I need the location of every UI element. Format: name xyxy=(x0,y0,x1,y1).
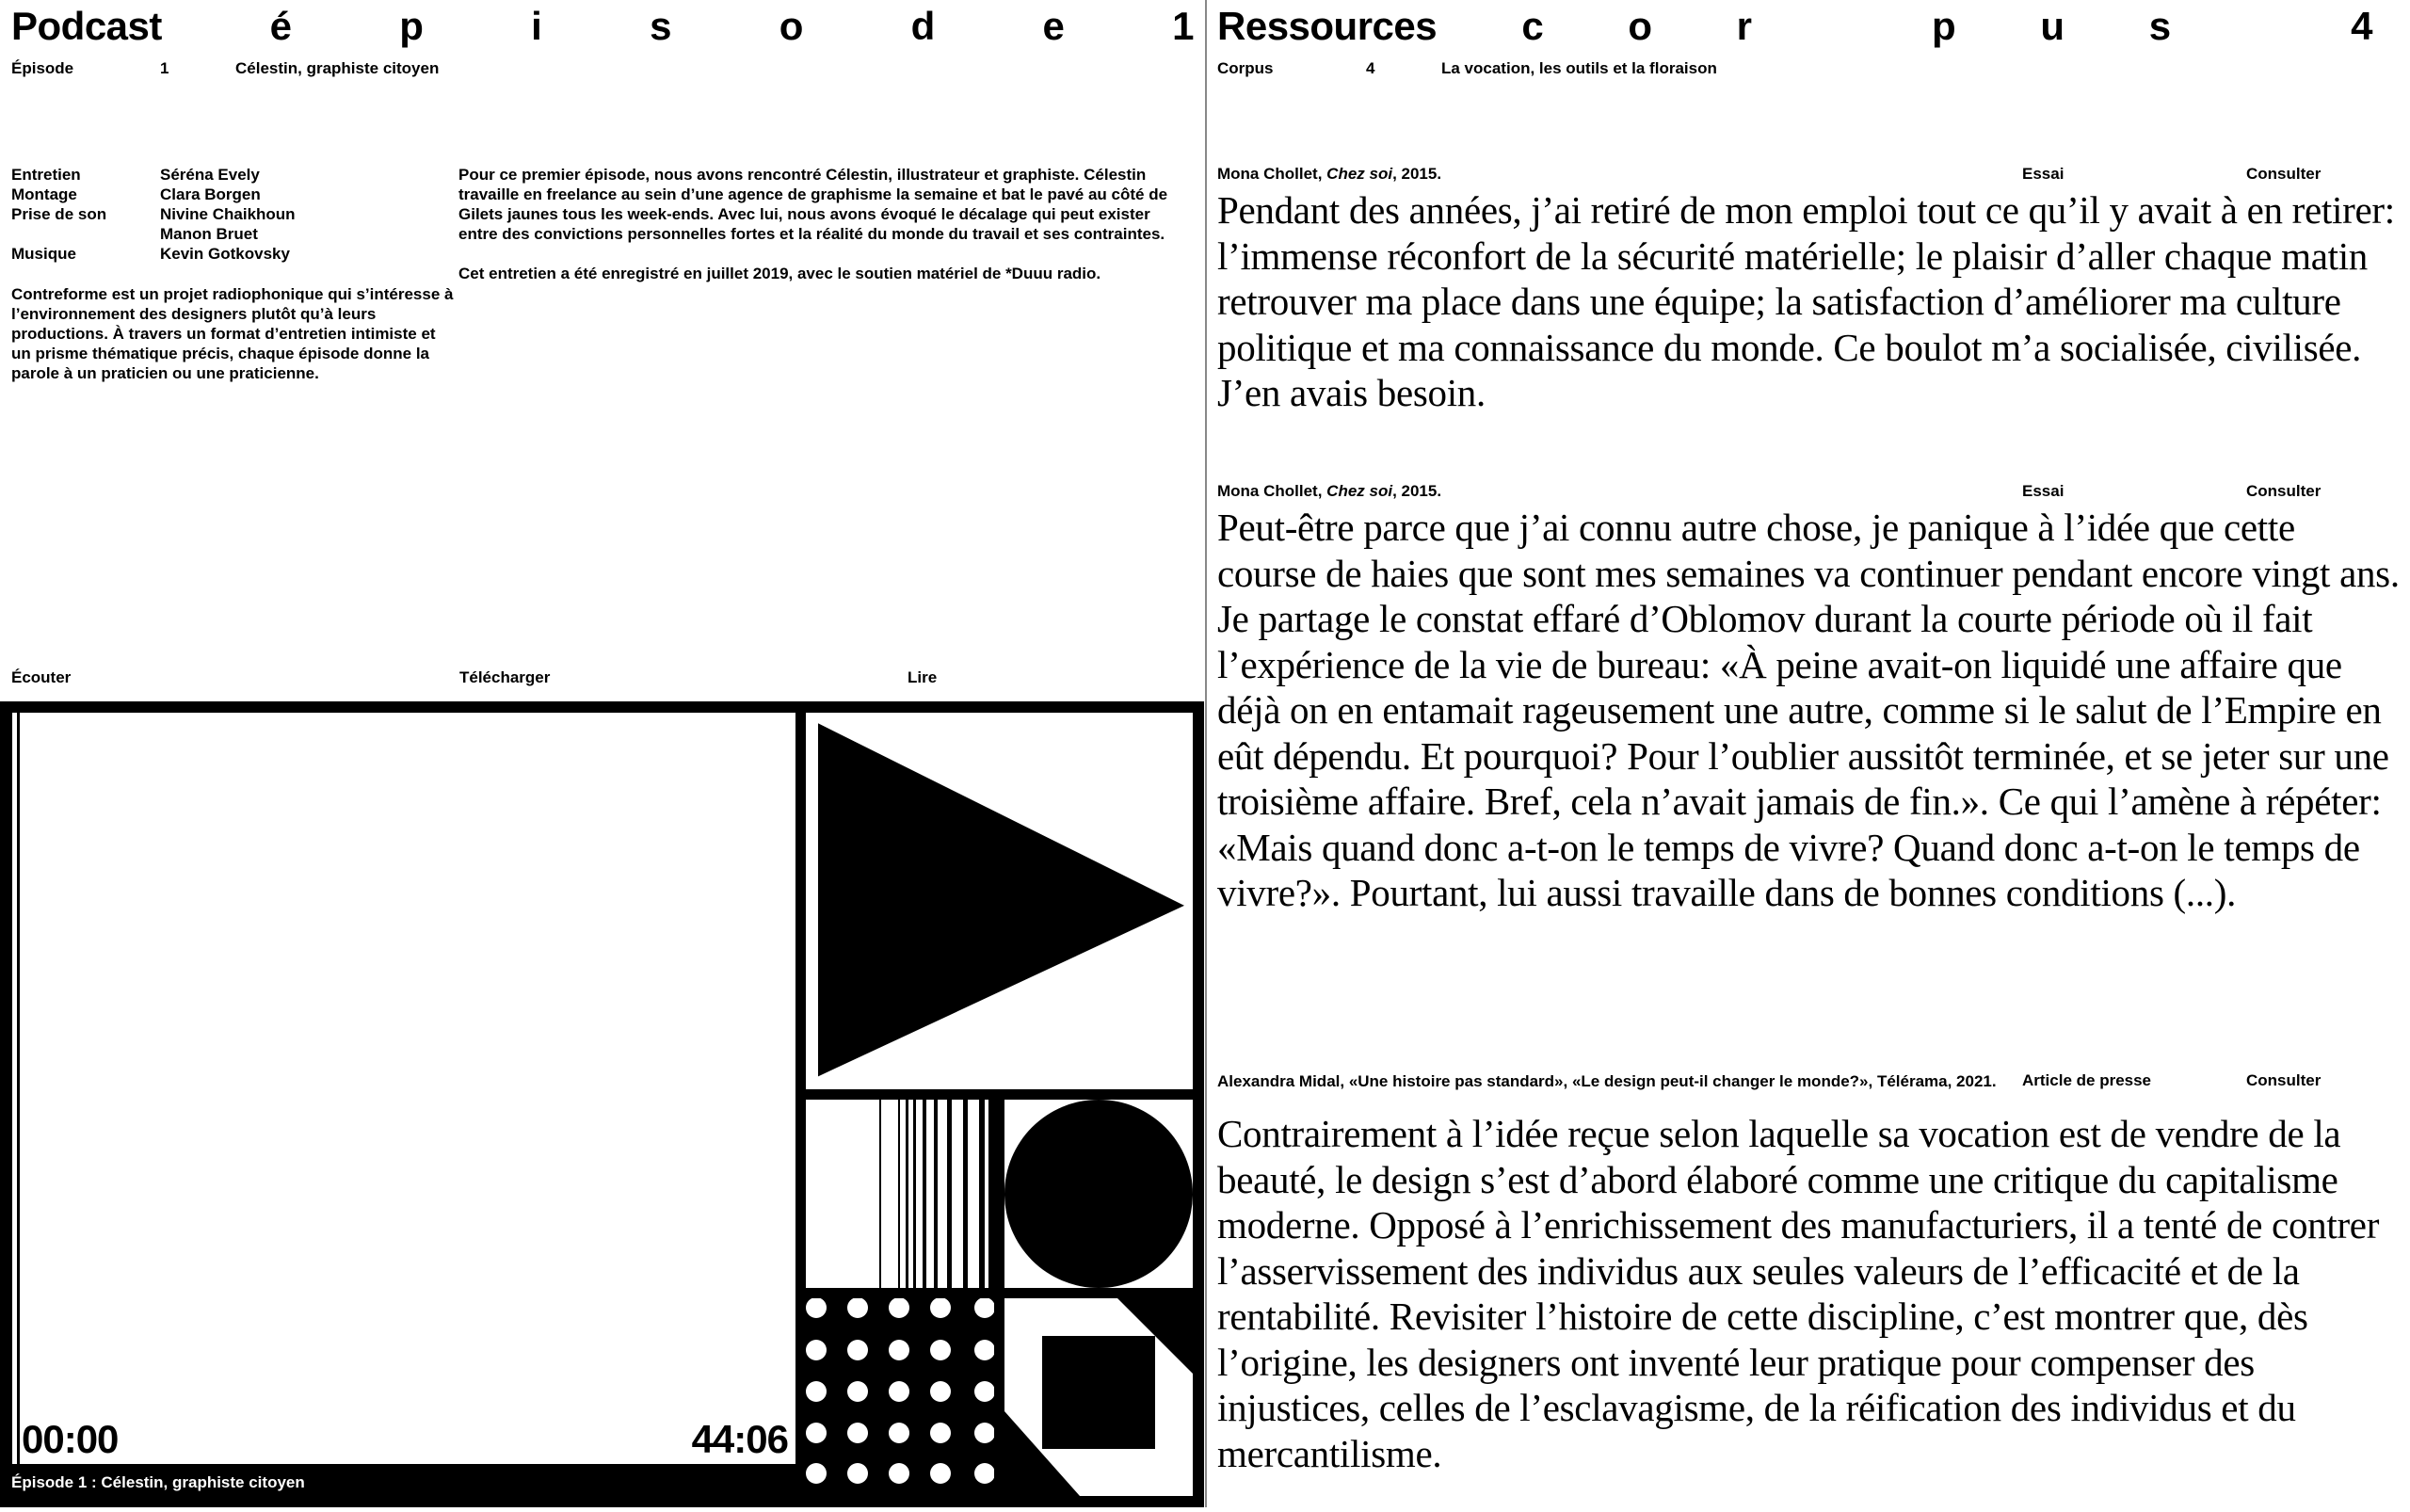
credit-name: Séréna Evely xyxy=(160,166,260,184)
duration: 44:06 xyxy=(691,1417,788,1461)
dot xyxy=(889,1381,909,1402)
podcast-title-word: Podcast xyxy=(11,4,162,48)
quote-card xyxy=(1217,1071,2402,1476)
play-icon xyxy=(806,713,1193,1089)
credit-row xyxy=(11,185,296,204)
source-work: Chez soi xyxy=(1326,165,1393,183)
quote-card xyxy=(1217,482,2402,916)
dot xyxy=(930,1298,951,1318)
podcast-pane xyxy=(0,0,1205,1507)
player-graphic xyxy=(801,713,1193,1507)
title-letter: e xyxy=(1042,4,1065,48)
source-author: Mona Chollet, xyxy=(1217,482,1327,500)
quote-source xyxy=(1217,165,1989,184)
dot xyxy=(847,1381,868,1402)
listen-link[interactable]: Écouter xyxy=(11,668,72,686)
dot xyxy=(930,1381,951,1402)
circle-pattern xyxy=(1004,1100,1193,1288)
podcast-title xyxy=(11,4,1194,53)
consult-link[interactable]: Consulter xyxy=(2246,1071,2322,1089)
title-letter: d xyxy=(910,4,935,48)
read-link[interactable]: Lire xyxy=(908,668,938,686)
quote-type: Article de presse xyxy=(2022,1071,2152,1089)
play-button[interactable] xyxy=(806,713,1193,1089)
square-pattern xyxy=(1004,1298,1193,1496)
credit-row xyxy=(11,244,296,264)
player-caption: Épisode 1 : Célestin, graphiste citoyen xyxy=(11,1473,305,1491)
quote-source xyxy=(1217,482,1989,501)
title-letter: o xyxy=(779,4,803,48)
player-seek-area[interactable] xyxy=(12,713,795,1464)
current-time: 00:00 xyxy=(22,1417,119,1461)
resources-title xyxy=(1217,4,2372,53)
description-paragraph: Pour ce premier épisode, nous avons rencontré Célestin, illustrateur et graphiste. Célestin travaille en freelance au sein d’une agence de graphisme la semaine et bat le pavé au côté de Gilets jaunes tous les week-ends. Avec lui, nous avons évoqué le décalage qui peut exister entre des convictions personnelles fortes et la réalité du monde du travail et ses contraintes. xyxy=(458,166,1168,243)
source-author: Mona Chollet, xyxy=(1217,165,1327,183)
quote-source: Alexandra Midal, «Une histoire pas standard», «Le design peut-il changer le monde?», Télérama, 2021. xyxy=(1217,1072,1997,1090)
audio-player xyxy=(0,701,1204,1507)
stripe xyxy=(923,1100,926,1288)
stripes-icon xyxy=(806,1100,994,1288)
source-year: , 2015. xyxy=(1392,165,1442,183)
title-letter: é xyxy=(269,4,292,48)
stripe xyxy=(947,1100,952,1288)
stripe xyxy=(988,1100,994,1288)
resources-pane xyxy=(1207,0,2410,1507)
dot xyxy=(974,1298,994,1318)
dot xyxy=(889,1463,909,1484)
credit-name: Nivine Chaikhoun xyxy=(160,205,296,223)
quote-type: Essai xyxy=(2022,482,2065,500)
stripe xyxy=(879,1100,881,1288)
title-letter: r xyxy=(1736,4,1752,48)
square-icon xyxy=(1004,1298,1193,1496)
title-letter: 4 xyxy=(2351,4,2372,48)
dots-pattern xyxy=(806,1298,994,1507)
credit-role xyxy=(11,224,160,244)
progress-indicator[interactable] xyxy=(17,713,20,1464)
dot xyxy=(806,1423,827,1443)
title-letter: i xyxy=(531,4,542,48)
stripes-pattern xyxy=(806,1100,994,1288)
corpus-title: La vocation, les outils et la floraison xyxy=(1441,59,1717,77)
episode-title: Célestin, graphiste citoyen xyxy=(235,59,440,77)
dot xyxy=(847,1298,868,1318)
title-letter: 1 xyxy=(1172,4,1194,48)
title-letter: u xyxy=(2040,4,2065,48)
stripe xyxy=(934,1100,938,1288)
credit-role: Entretien xyxy=(11,166,81,184)
quote-meta xyxy=(1217,1071,2402,1111)
source-year: , 2015. xyxy=(1392,482,1442,500)
quote-text: Contrairement à l’idée reçue selon laquelle sa vocation est de vendre de la beauté, le design s’est d’abord élaboré comme une critique du capitalisme moderne. Opposé à l’enrichissement des manufacturiers, il a tenté de contrer l’asservissement des individus aux seules valeurs de l’efficacité et de la rentabilité. Revisiter l’histoire de cette discipline, c’est montrer que, dès l’origine, les designers ont inventé leur pratique pour compenser des injustices, celles de l’esclavagisme, de la réification des individus et du mercantilisme. xyxy=(1217,1112,2380,1475)
title-letter: o xyxy=(1628,4,1652,48)
dot xyxy=(930,1340,951,1360)
title-letter: p xyxy=(399,4,424,48)
corpus-number: 4 xyxy=(1366,59,1375,77)
dot xyxy=(889,1423,909,1443)
dot xyxy=(806,1340,827,1360)
credits xyxy=(11,165,296,264)
title-letter: p xyxy=(1932,4,1956,48)
description-paragraph: Cet entretien a été enregistré en juillet 2019, avec le soutien matériel de *Duuu radio. xyxy=(458,265,1101,282)
title-letter: s xyxy=(650,4,671,48)
project-about: Contreforme est un projet radiophonique qui s’intéresse à l’environnement des designers plutôt qu’à leurs productions. À travers un format d’entretien intimiste et un prisme thématique précis, chaque épisode donne la parole à un praticien ou une praticienne. xyxy=(11,285,454,382)
dot xyxy=(974,1340,994,1360)
dot xyxy=(889,1298,909,1318)
dot xyxy=(806,1381,827,1402)
dot xyxy=(806,1298,827,1318)
dot xyxy=(847,1463,868,1484)
dots-icon xyxy=(806,1298,994,1507)
resources-title-word: Ressources xyxy=(1217,4,1438,48)
episode-subheader xyxy=(11,59,439,78)
dot xyxy=(930,1423,951,1443)
quote-type: Essai xyxy=(2022,165,2065,183)
episode-label: Épisode xyxy=(11,59,74,77)
title-letter xyxy=(2256,4,2266,49)
dot xyxy=(889,1340,909,1360)
credit-row xyxy=(11,204,296,224)
corpus-subheader xyxy=(1217,59,1717,78)
stripe xyxy=(963,1100,968,1288)
quote-meta xyxy=(1217,482,2402,501)
dot xyxy=(847,1340,868,1360)
title-letter xyxy=(1837,4,1847,49)
corpus-label: Corpus xyxy=(1217,59,1274,77)
credit-name: Clara Borgen xyxy=(160,185,261,203)
credit-role: Prise de son xyxy=(11,205,107,223)
credit-name: Kevin Gotkovsky xyxy=(160,245,290,263)
source-work: Chez soi xyxy=(1326,482,1393,500)
quote-text: Peut-être parce que j’ai connu autre chose, je panique à l’idée que cette course de haies que sont mes semaines va continuer pendant encore vingt ans. Je partage le constat effaré d’Oblomov durant la courte période où il fait l’expérience de la vie de bureau: «À peine avait-on liquidé une affaire que déjà on en entamait rageusement une autre, comme si le salut de l’Empire en eût dépendu. Et pourquoi? Pour l’oublier aussitôt terminée, et se jeter sur une troisième affaire. Bref, cela n’avait jamais de fin.». Ce qui l’amène à répéter: «Mais quand donc a-t-on le temps de vivre? Quand donc a-t-on le temps de vivre?». Pourtant, lui aussi travaille dans de bonnes conditions (...). xyxy=(1217,506,2400,914)
circle-icon xyxy=(1004,1100,1193,1288)
dot xyxy=(806,1463,827,1484)
consult-link[interactable]: Consulter xyxy=(2246,482,2322,500)
dot xyxy=(974,1423,994,1443)
episode-number: 1 xyxy=(160,59,169,77)
quote-card xyxy=(1217,165,2402,416)
credit-role: Montage xyxy=(11,185,77,203)
stripe xyxy=(979,1100,985,1288)
dot xyxy=(974,1381,994,1402)
download-link[interactable]: Télécharger xyxy=(459,668,551,686)
dot xyxy=(930,1463,951,1484)
dot xyxy=(847,1423,868,1443)
stripe xyxy=(906,1100,908,1288)
quote-text: Pendant des années, j’ai retiré de mon emploi tout ce qu’il y avait à en retirer: l’immense réconfort de la sécurité matérielle; le plaisir d’aller chaque matin retrouver ma place dans une équipe; la satisfaction d’améliorer ma culture politique et ma connaissance du monde. Ce boulot m’a socialisée, civilisée. J’en avais besoin. xyxy=(1217,188,2395,414)
credit-role: Musique xyxy=(11,245,76,263)
episode-description xyxy=(458,165,1174,303)
title-letter: c xyxy=(1521,4,1544,48)
stripe xyxy=(913,1100,916,1288)
credit-row xyxy=(11,224,296,244)
credit-name: Manon Bruet xyxy=(160,225,258,243)
stripe xyxy=(898,1100,900,1288)
credit-row xyxy=(11,165,296,185)
dot xyxy=(974,1463,994,1484)
consult-link[interactable]: Consulter xyxy=(2246,165,2322,183)
quote-meta xyxy=(1217,165,2402,184)
title-letter: s xyxy=(2148,4,2171,48)
